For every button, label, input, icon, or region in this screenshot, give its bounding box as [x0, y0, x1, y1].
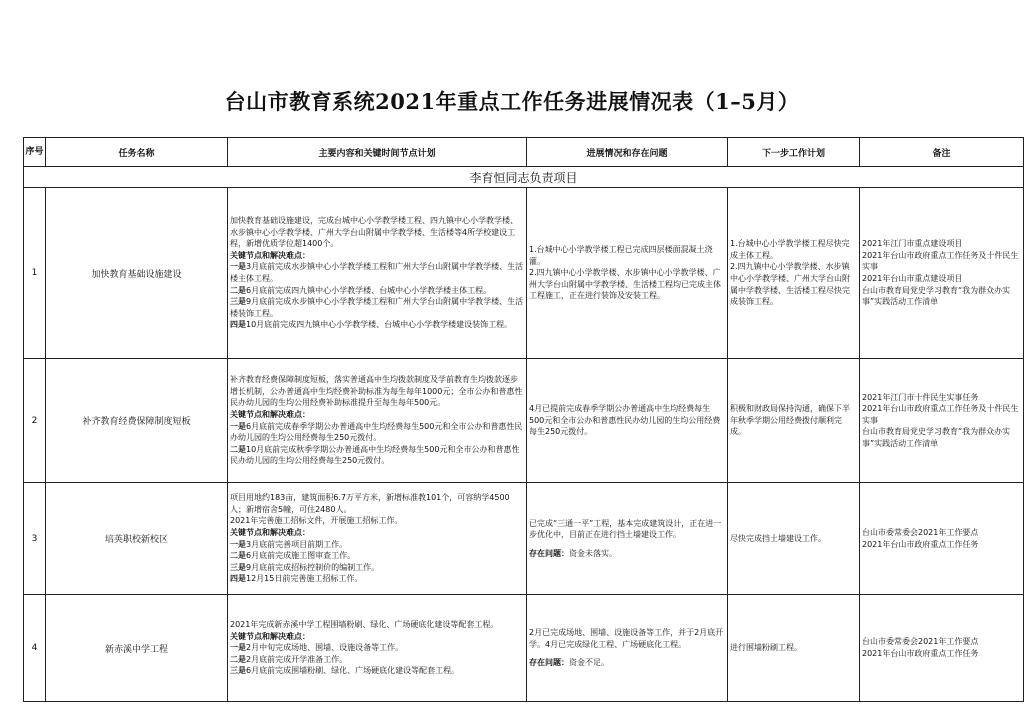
- header-task-name: 任务名称: [46, 138, 228, 167]
- row-plan: [228, 595, 527, 702]
- row-task-name: 加快教育基础设施建设: [46, 188, 228, 359]
- row-plan: [228, 483, 527, 595]
- plan-key-heading: 关键节点和解决难点：: [230, 631, 310, 641]
- plan-text: 加快教育基础设施建设，完成台城中心小学教学楼工程、四九镇中心小学教学楼、水步镇中心小学教学楼、广州大学台山附属中学教学楼、生活楼等4所学校建设工程，新增优质学位超1400个。: [230, 216, 518, 249]
- row-task-name: 补齐教育经费保障制度短板: [46, 359, 228, 483]
- row-seq: 1: [24, 188, 46, 359]
- remark-text: 2021年江门市十件民生实事任务: [862, 392, 979, 402]
- plan-step: 二是6月底前完成施工图审查工作。: [230, 551, 356, 561]
- plan-step: 四是10月底前完成四九镇中心小学教学楼、台城中心小学教学楼建设装饰工程。: [230, 320, 513, 330]
- row-progress: [527, 483, 728, 595]
- plan-step: 二是2月底前完成开学准备工作。: [230, 654, 348, 664]
- row-remark: [860, 595, 1024, 702]
- row-remark: [860, 188, 1024, 359]
- progress-table: [23, 137, 1024, 702]
- row-progress: [527, 595, 728, 702]
- plan-step: 一是3月底前完成水步镇中心小学教学楼工程和广州大学台山附属中学教学楼、生活楼主体工程。: [230, 262, 524, 283]
- row-seq: 4: [24, 595, 46, 702]
- remark-text: 台山市教育局党史学习教育“我为群众办实事”实践活动工作清单: [862, 285, 1011, 307]
- next-text: 尽快完成挡土墙建设工作。: [730, 533, 826, 543]
- header-progress: 进展情况和存在问题: [527, 138, 728, 167]
- remark-text: 2021年台山市政府重点工作任务: [862, 539, 979, 549]
- next-text: 积极和财政局保持沟通，确保下半年秋季学期公用经费拨付顺利完成。: [730, 404, 850, 437]
- row-plan: [228, 359, 527, 483]
- progress-text: 已完成“三通一平”工程，基本完成建筑设计，正在进一步优化中，目前正在进行挡土墙建设工作。: [529, 518, 722, 540]
- table-row: [24, 595, 1024, 702]
- row-next-plan: [728, 483, 860, 595]
- remark-text: 2021年台山市重点建设项目: [862, 274, 963, 283]
- progress-text: 1.台城中心小学教学楼工程已完成四层楼面混凝土浇灌。: [529, 245, 713, 266]
- row-seq: 3: [24, 483, 46, 595]
- table-row: [24, 188, 1024, 359]
- plan-key-heading: 关键节点和解决难点：: [230, 409, 310, 419]
- remark-text: 2021年台山市政府重点工作任务及十件民生实事: [862, 250, 1019, 272]
- row-task-name: 新赤溪中学工程: [46, 595, 228, 702]
- progress-text: 4月已提前完成春季学期公办普通高中生均经费每生500元和全市公办和普惠性民办幼儿园的生均公用经费每生250元拨付。: [529, 404, 721, 437]
- table-header-row: [24, 138, 1024, 167]
- row-remark: [860, 359, 1024, 483]
- row-next-plan: [728, 188, 860, 359]
- next-text: 进行围墙粉刷工程。: [730, 643, 802, 653]
- plan-text: 补齐教育经费保障制度短板，落实普通高中生均拨款制度及学前教育生均拨款逐步增长机制，公办普通高中生均经费补助标准为每生每年1000元；全市公办和普惠性民办幼儿园的生均公用经费补助标准提升至每生每年500元。: [230, 375, 523, 408]
- header-remark: 备注: [860, 138, 1024, 167]
- plan-text: 2021年完成新赤溪中学工程围墙粉刷、绿化、广场硬底化建设等配套工程。: [230, 620, 499, 630]
- next-text: 1.台城中心小学教学楼工程尽快完成主体工程。: [730, 239, 850, 260]
- plan-step: 一是3月底前完善项目前期工作。: [230, 539, 348, 549]
- next-text: 2.四九镇中心小学教学楼、水步镇中心小学教学楼、广州大学台山附属中学教学楼、生活楼工程尽快完成装饰工程。: [730, 262, 850, 307]
- progress-text: 2月已完成场地、围墙、设施设备等工作，并于2月底开学。4月已完成绿化工程、广场硬底化工程。: [529, 628, 724, 649]
- spacer: [529, 650, 725, 657]
- row-progress: [527, 188, 728, 359]
- row-plan: [228, 188, 527, 359]
- row-seq: 2: [24, 359, 46, 483]
- plan-step: 二是10月底前完成秋季学期公办普通高中生均经费每生500元和全市公办和普惠性民办幼儿园的生均公用经费每生250元拨付。: [230, 444, 520, 466]
- progress-text: 2.四九镇中心小学教学楼、水步镇中心小学教学楼、广州大学台山附属中学教学楼、生活楼工程均已完成主体工程施工，正在进行装饰及安装工程。: [529, 268, 721, 301]
- plan-key-heading: 关键节点和解决难点：: [230, 527, 310, 537]
- progress-issue: 存在问题：资金未落实。: [529, 548, 617, 558]
- row-remark: [860, 483, 1024, 595]
- table-row: [24, 483, 1024, 595]
- plan-text: 2021年完善施工招标文件，开展施工招标工作。: [230, 516, 403, 526]
- remark-text: 台山市教育局党史学习教育“我为群众办实事”实践活动工作清单: [862, 427, 1011, 448]
- header-next-plan: 下一步工作计划: [728, 138, 860, 167]
- plan-step: 四是12月15日前完善施工招标工作。: [230, 574, 363, 584]
- plan-step: 三是9月底前完成招标控制价的编制工作。: [230, 562, 380, 572]
- row-next-plan: [728, 595, 860, 702]
- plan-step: 三是6月底前完成围墙粉刷、绿化、广场硬底化建设等配套工程。: [230, 666, 460, 676]
- remark-text: 2021年江门市重点建设项目: [862, 239, 963, 249]
- remark-text: 2021年台山市政府重点工作任务: [862, 649, 979, 658]
- header-seq: 序号: [24, 138, 46, 167]
- plan-text: 项目用地约183亩，建筑面积6.7万平方米，新增标准教101个，可容纳学4500人；新增宿舍5幢，可住2480人。: [230, 493, 510, 514]
- group-row: [24, 167, 1024, 188]
- table-row: [24, 359, 1024, 483]
- plan-step: 二是6月底前完成四九镇中心小学教学楼、台城中心小学教学楼主体工程。: [230, 285, 492, 295]
- plan-key-heading: 关键节点和解决难点：: [230, 250, 310, 260]
- plan-step: 三是9月底前完成水步镇中心小学教学楼工程和广州大学台山附属中学教学楼、生活楼装饰工程。: [230, 297, 524, 318]
- row-progress: [527, 359, 728, 483]
- header-plan: 主要内容和关键时间节点计划: [228, 138, 527, 167]
- page-title: 台山市教育系统2021年重点工作任务进展情况表（1–5月）: [224, 89, 800, 114]
- spacer: [529, 541, 725, 548]
- remark-text: 台山市委常委会2021年工作要点: [862, 637, 979, 647]
- group-title: 李育恒同志负责项目: [24, 167, 1024, 188]
- plan-step: 一是6月底前完成春季学期公办普通高中生均经费每生500元和全市公办和普惠性民办幼儿园的生均公用经费每生250元拨付。: [230, 421, 523, 443]
- progress-issue: 存在问题：资金不足。: [529, 658, 609, 668]
- row-task-name: 培英职校新校区: [46, 483, 228, 595]
- remark-text: 2021年台山市政府重点工作任务及十件民生实事: [862, 404, 1019, 425]
- row-next-plan: [728, 359, 860, 483]
- remark-text: 台山市委常委会2021年工作要点: [862, 527, 979, 537]
- plan-step: 一是2月中旬完成场地、围墙、设施设备等工作。: [230, 643, 404, 653]
